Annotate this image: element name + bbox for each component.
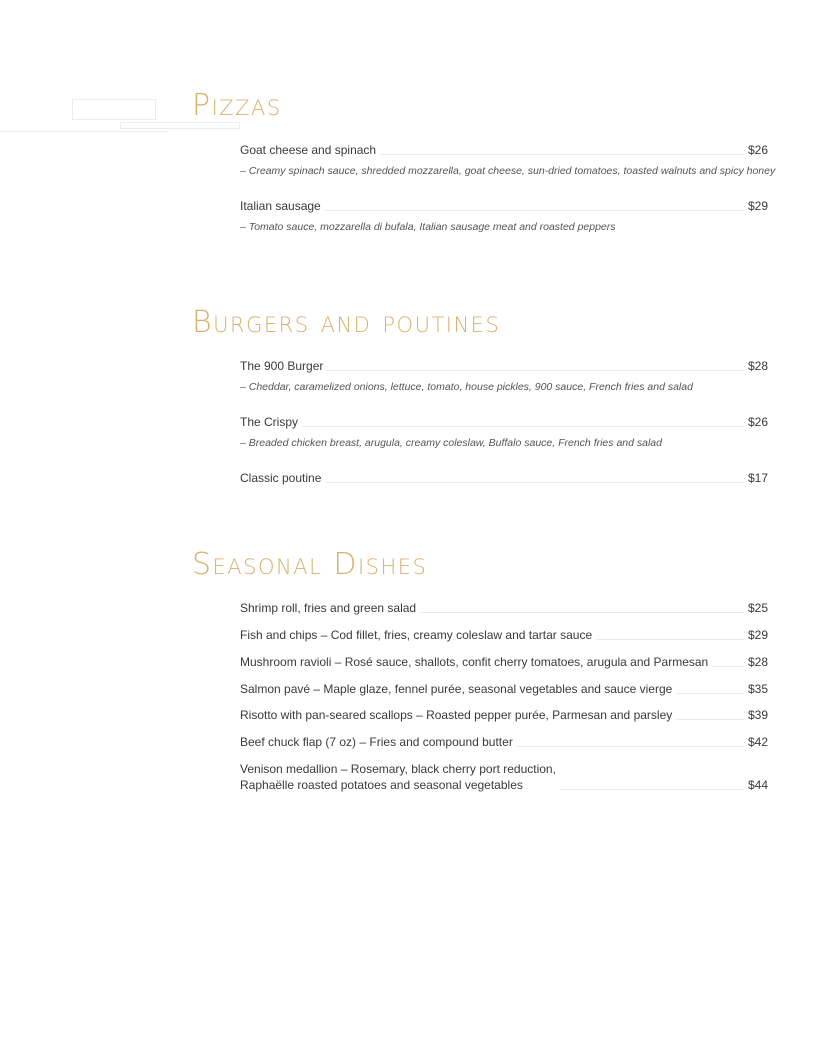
- item-name: Goat cheese and spinach: [240, 143, 377, 157]
- item-description: – Cheddar, caramelized onions, lettuce, tomato, house pickles, 900 sauce, French fries and salad: [240, 381, 693, 393]
- item-name: Shrimp roll, fries and green salad: [240, 601, 417, 615]
- item-name: Beef chuck flap (7 oz) – Fries and compound butter: [240, 735, 513, 749]
- menu-item: [240, 627, 768, 643]
- item-name: Risotto with pan-seared scallops – Roasted pepper purée, Parmesan and parsley: [240, 708, 673, 722]
- item-price: $26: [747, 415, 768, 429]
- item-name: Mushroom ravioli – Rosé sauce, shallots, confit cherry tomatoes, arugula and Parmesan: [240, 655, 709, 669]
- item-price: $39: [747, 708, 768, 722]
- decorative-rule: [0, 131, 168, 132]
- menu-item: [240, 761, 768, 793]
- dotted-leader: [420, 612, 744, 613]
- menu-item: [240, 707, 768, 723]
- item-price: $29: [747, 199, 768, 213]
- item-name: Fish and chips – Cod fillet, fries, creamy coleslaw and tartar sauce: [240, 628, 593, 642]
- item-name: The Crispy: [240, 415, 299, 429]
- menu-item: [240, 600, 768, 616]
- dotted-leader: [517, 746, 744, 747]
- menu-item: [240, 414, 768, 450]
- item-description: – Tomato sauce, mozzarella di bufala, Italian sausage meat and roasted peppers: [240, 221, 616, 233]
- dotted-leader: [596, 639, 744, 640]
- item-price: $28: [747, 359, 768, 373]
- dotted-leader: [676, 719, 744, 720]
- menu-item: [240, 198, 768, 234]
- item-name: Venison medallion – Rosemary, black cherry port reduction, Raphaëlle roasted potatoes and seasonal vegetables: [240, 762, 556, 792]
- dotted-leader: [325, 482, 744, 483]
- item-description: – Creamy spinach sauce, shredded mozzarella, goat cheese, sun-dried tomatoes, toasted walnuts and spicy honey: [240, 165, 776, 177]
- menu-item: [240, 681, 768, 697]
- item-price: $44: [747, 778, 768, 792]
- item-name: Italian sausage: [240, 199, 321, 213]
- item-price: $28: [747, 655, 768, 669]
- dotted-leader: [712, 666, 744, 667]
- menu-item: [240, 358, 768, 394]
- item-price: $26: [747, 143, 768, 157]
- item-name: Classic poutine: [240, 471, 322, 485]
- menu-item: [240, 470, 768, 486]
- item-price: $25: [747, 601, 768, 615]
- menu-item: [240, 654, 768, 670]
- decorative-frame: [72, 99, 156, 120]
- dotted-leader: [380, 154, 744, 155]
- item-description: – Breaded chicken breast, arugula, creamy coleslaw, Buffalo sauce, French fries and salad: [240, 437, 662, 449]
- item-price: $29: [747, 628, 768, 642]
- item-price: $42: [747, 735, 768, 749]
- item-price: $17: [747, 471, 768, 485]
- dotted-leader: [676, 693, 744, 694]
- item-name: The 900 Burger: [240, 359, 324, 373]
- menu-item: [240, 142, 776, 178]
- section-title-pizzas: Pizzas: [192, 88, 282, 123]
- dotted-leader: [302, 426, 744, 427]
- item-name: Salmon pavé – Maple glaze, fennel purée, seasonal vegetables and sauce vierge: [240, 682, 673, 696]
- section-title-burgers: Burgers and poutines: [192, 305, 501, 340]
- dotted-leader: [560, 789, 744, 790]
- section-title-seasonal: Seasonal Dishes: [192, 547, 428, 582]
- item-price: $35: [747, 682, 768, 696]
- menu-item: [240, 734, 768, 750]
- dotted-leader: [327, 370, 744, 371]
- dotted-leader: [325, 210, 744, 211]
